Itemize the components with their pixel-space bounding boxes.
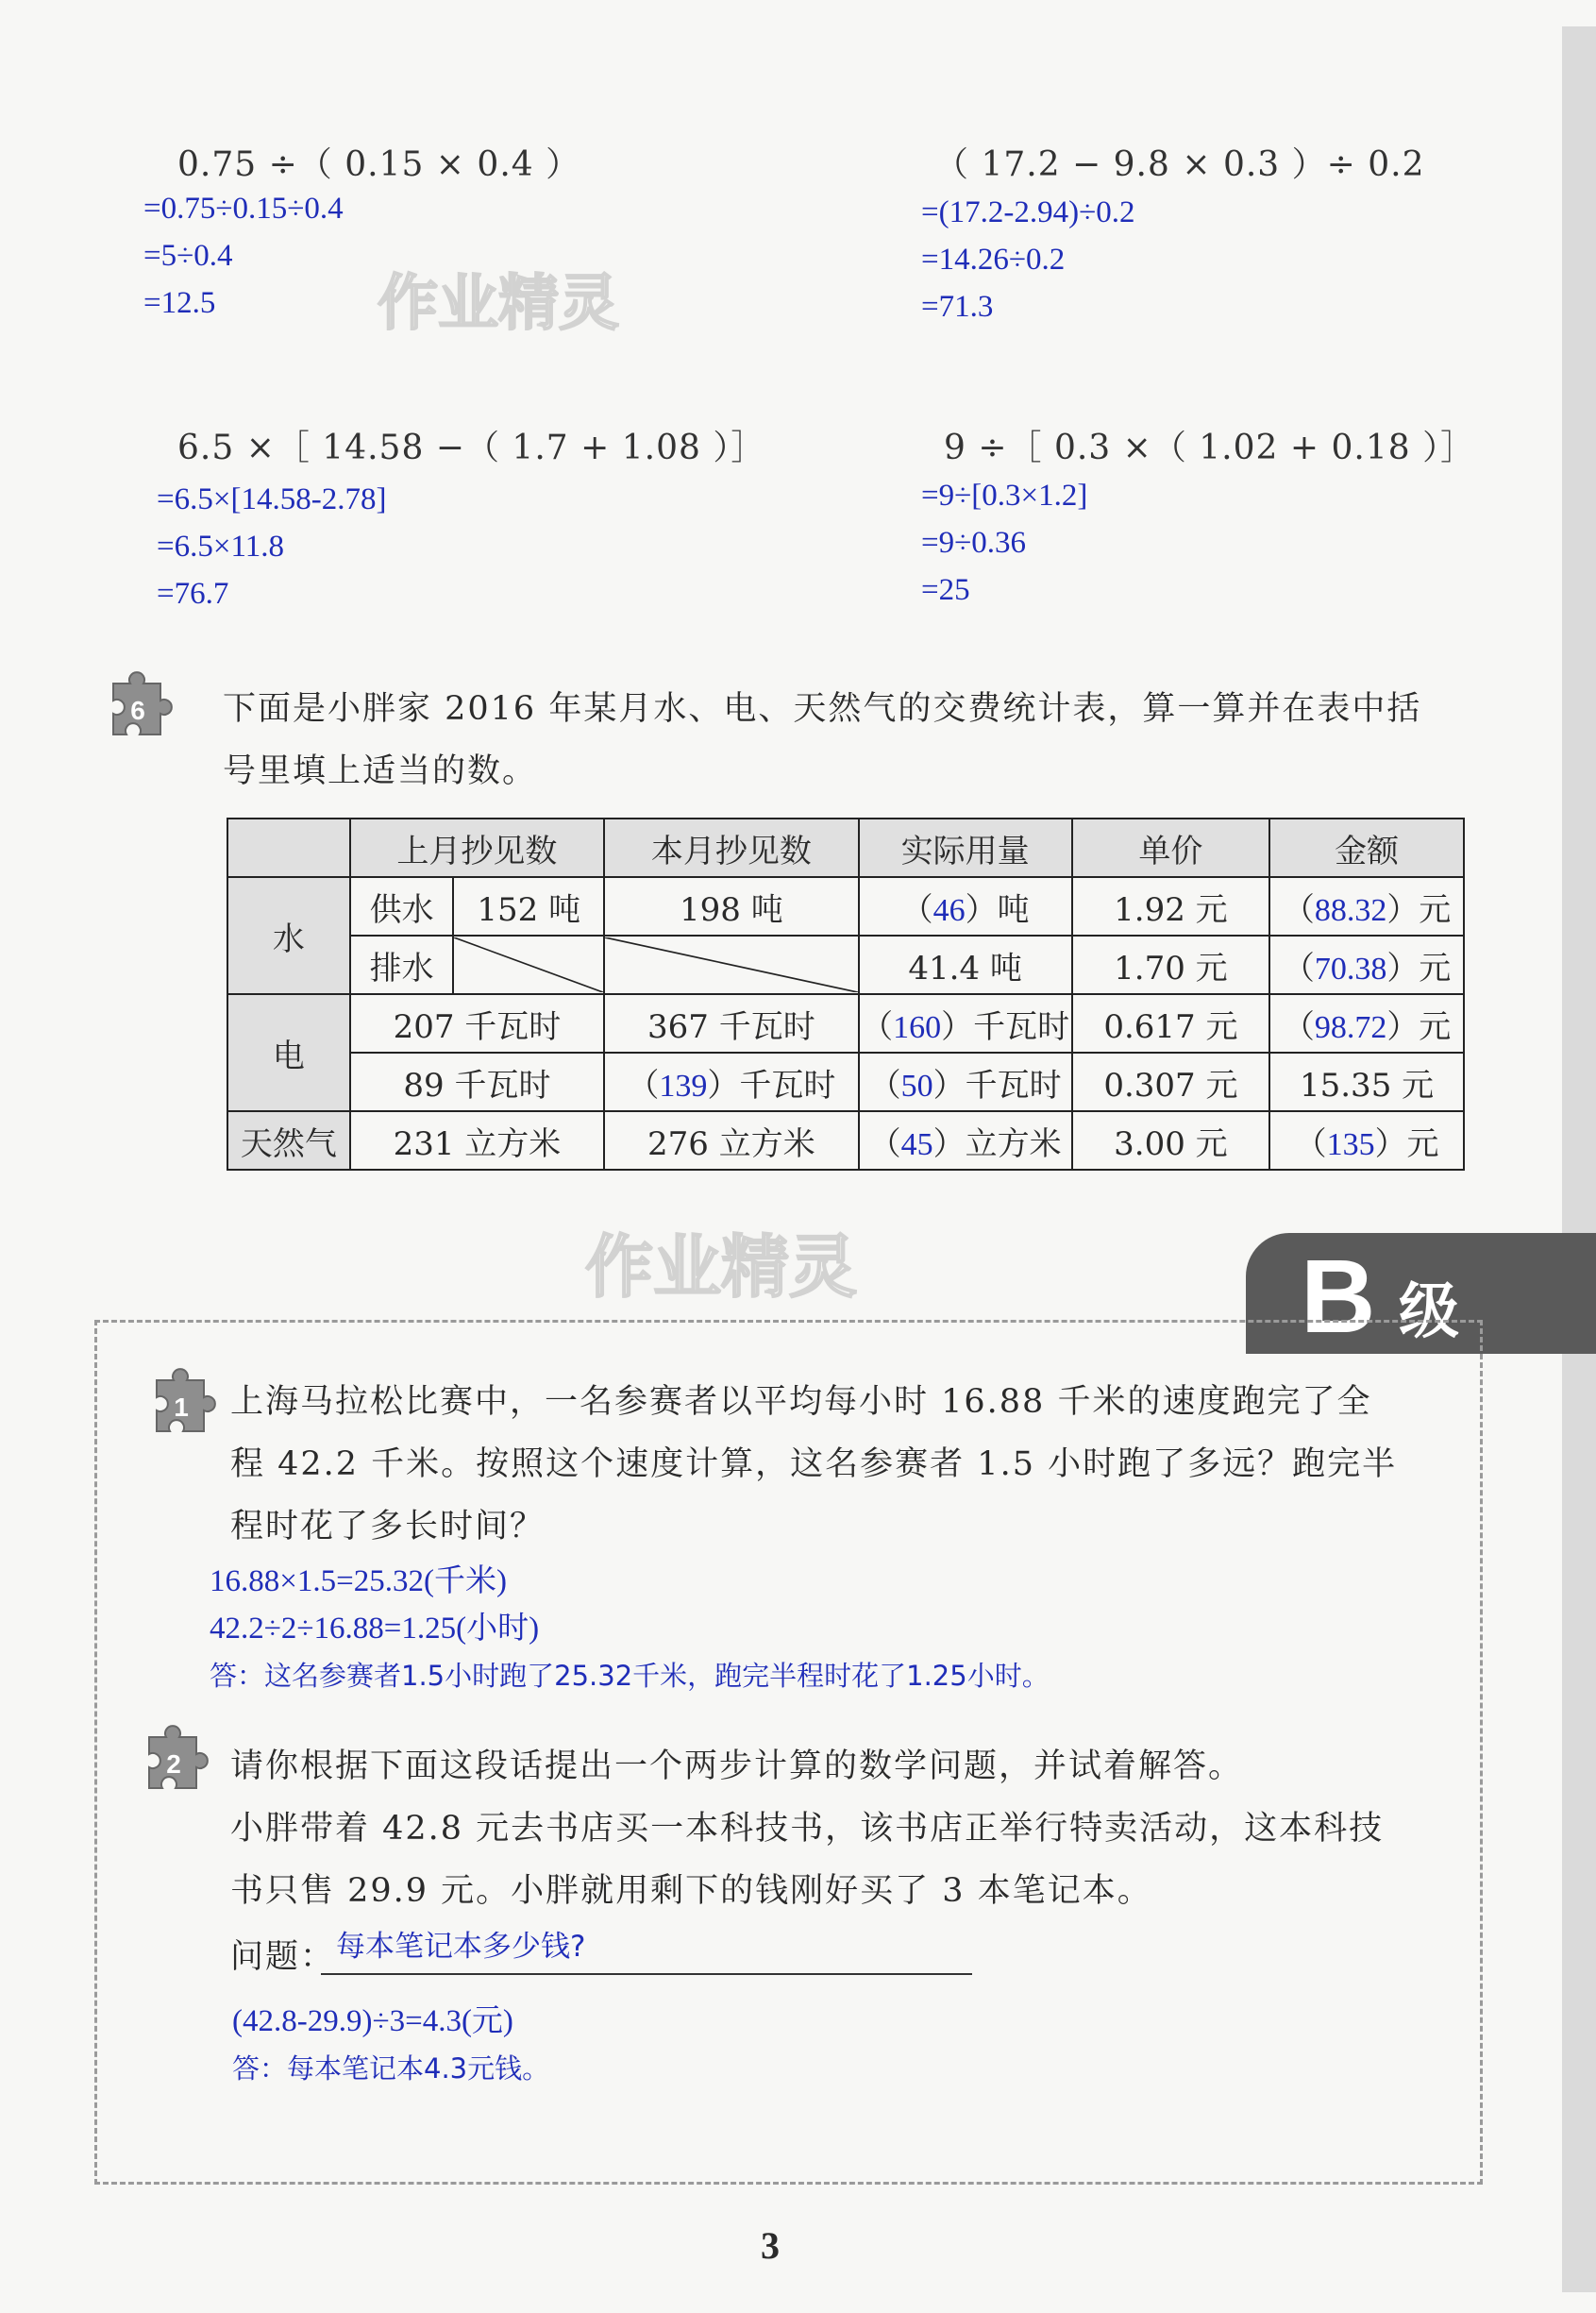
- table-row: [227, 1053, 1464, 1111]
- calc-4-expression: 9 ÷［ 0.3 ×（ 1.02 + 0.18 ）］: [944, 429, 1476, 467]
- cell-elec2-price: 0.307 元: [1072, 1053, 1269, 1111]
- answer: 88.32: [1314, 892, 1387, 928]
- table-header-row: [227, 819, 1464, 877]
- calc-2-step: =71.3: [921, 290, 994, 324]
- calc-3-steps: [157, 476, 386, 617]
- calc-3-step: =76.7: [157, 577, 229, 611]
- watermark: 作业精灵: [378, 269, 619, 339]
- calc-1-step: =0.75÷0.15÷0.4: [143, 192, 344, 226]
- q6-text-line: 号里填上适当的数。: [223, 752, 538, 790]
- header-unit-price: 单价: [1072, 819, 1269, 877]
- cell-supply-usage: （46）吨: [859, 877, 1072, 936]
- cell-gas-last: 231 立方米: [350, 1111, 604, 1170]
- table-row: [227, 1111, 1464, 1170]
- q6-text: [223, 678, 1487, 802]
- header-this-reading: 本月抄见数: [604, 819, 859, 877]
- puzzle-piece-icon: [94, 667, 179, 751]
- b1-line: 程时花了多长时间？: [230, 1508, 546, 1545]
- b2-question-answer: 每本笔记本多少钱?: [336, 1930, 586, 1964]
- answer: 98.72: [1314, 1009, 1387, 1045]
- b2-line: 请你根据下面这段话提出一个两步计算的数学问题，并试着解答。: [230, 1747, 1244, 1785]
- b1-answer-line: 16.88×1.5=25.32(千米): [210, 1564, 507, 1598]
- b1-answer-line: 答：这名参赛者1.5小时跑了25.32千米，跑完半程时花了1.25小时。: [210, 1660, 1050, 1692]
- sub-label-drain: 排水: [350, 936, 454, 994]
- header-amount: 金额: [1269, 819, 1464, 877]
- cell-drain-price: 1.70 元: [1072, 936, 1269, 994]
- watermark: 作业精灵: [585, 1227, 858, 1307]
- cell-drain-last-empty: [453, 936, 604, 994]
- b2-question: [230, 1735, 1457, 1922]
- calc-2-step: =14.26÷0.2: [921, 243, 1066, 277]
- calc-1-step: =5÷0.4: [143, 239, 233, 273]
- cell-elec1-usage: （160）千瓦时: [859, 994, 1072, 1053]
- b2-line: 小胖带着 42.8 元去书店买一本科技书，该书店正举行特卖活动，这本科技: [230, 1810, 1385, 1848]
- table-row: [227, 994, 1464, 1053]
- calc-1-expression: 0.75 ÷（ 0.15 × 0.4 ）: [177, 145, 581, 184]
- calc-3-step: =6.5×[14.58-2.78]: [157, 482, 387, 516]
- answer: 70.38: [1314, 951, 1387, 987]
- cell-elec2-last: 89 千瓦时: [350, 1053, 604, 1111]
- b1-number: 1: [174, 1393, 189, 1422]
- cell-elec2-this: （139）千瓦时: [604, 1053, 859, 1111]
- answer: 135: [1326, 1126, 1375, 1162]
- cell-gas-price: 3.00 元: [1072, 1111, 1269, 1170]
- cell-gas-amount: （135）元: [1269, 1111, 1464, 1170]
- cell-drain-this-empty: [604, 936, 859, 994]
- cell-supply-price: 1.92 元: [1072, 877, 1269, 936]
- b1-answer-line: 42.2÷2÷16.88=1.25(小时): [210, 1612, 540, 1646]
- cell-elec1-last: 207 千瓦时: [350, 994, 604, 1053]
- cell-elec2-amount: 15.35 元: [1269, 1053, 1464, 1111]
- b1-question: [230, 1371, 1457, 1558]
- cell-drain-usage: 41.4 吨: [859, 936, 1072, 994]
- puzzle-piece-icon: [130, 1720, 215, 1805]
- calc-2-steps: [921, 189, 1134, 330]
- b2-answer-line: 答：每本笔记本4.3元钱。: [232, 2052, 550, 2085]
- header-corner: [227, 819, 350, 877]
- cell-elec1-amount: （98.72）元: [1269, 994, 1464, 1053]
- table-row: [227, 936, 1464, 994]
- row-label-electricity: 电: [227, 994, 350, 1111]
- calc-1-step: =12.5: [143, 286, 216, 320]
- cell-gas-usage: （45）立方米: [859, 1111, 1072, 1170]
- b2-number: 2: [166, 1749, 181, 1779]
- b1-line: 程 42.2 千米。按照这个速度计算，这名参赛者 1.5 小时跑了多远？跑完半: [230, 1445, 1398, 1483]
- cell-supply-last: 152 吨: [453, 877, 604, 936]
- puzzle-piece-icon: [138, 1363, 223, 1448]
- cell-drain-amount: （70.38）元: [1269, 936, 1464, 994]
- answer: 50: [900, 1068, 933, 1104]
- table-row: [227, 877, 1464, 936]
- b1-line: 上海马拉松比赛中，一名参赛者以平均每小时 16.88 千米的速度跑完了全: [230, 1383, 1372, 1421]
- cell-supply-amount: （88.32）元: [1269, 877, 1464, 936]
- calc-4-step: =9÷0.36: [921, 526, 1026, 560]
- calc-1-steps: [143, 185, 344, 327]
- sub-label-supply: 供水: [350, 877, 454, 936]
- calc-4-step: =9÷[0.3×1.2]: [921, 479, 1088, 513]
- answer: 46: [932, 892, 966, 928]
- q6-number: 6: [130, 696, 145, 725]
- calc-3-step: =6.5×11.8: [157, 530, 284, 564]
- cell-gas-this: 276 立方米: [604, 1111, 859, 1170]
- level-suffix: 级: [1399, 1277, 1459, 1347]
- b2-answer-line: (42.8-29.9)÷3=4.3(元): [232, 2004, 513, 2038]
- row-label-gas: 天然气: [227, 1111, 350, 1170]
- answer-underline: [321, 1973, 972, 1975]
- fee-table: [227, 818, 1465, 1171]
- answer: 45: [900, 1126, 933, 1162]
- cell-supply-this: 198 吨: [604, 877, 859, 936]
- header-last-reading: 上月抄见数: [350, 819, 604, 877]
- calc-2-expression: （ 17.2 − 9.8 × 0.3 ）÷ 0.2: [934, 145, 1425, 184]
- header-usage: 实际用量: [859, 819, 1072, 877]
- b2-line: 书只售 29.9 元。小胖就用剩下的钱刚好买了 3 本笔记本。: [230, 1872, 1152, 1910]
- calc-2-step: =(17.2-2.94)÷0.2: [921, 195, 1135, 229]
- level-letter: B: [1301, 1239, 1376, 1355]
- answer: 139: [659, 1068, 708, 1104]
- b2-answer: [232, 1998, 549, 2092]
- row-label-water: 水: [227, 877, 350, 994]
- calc-4-steps: [921, 472, 1087, 614]
- calc-3-expression: 6.5 ×［ 14.58 −（ 1.7 + 1.08 ）］: [177, 429, 766, 467]
- page-edge-strip: [1562, 26, 1596, 2292]
- calc-4-step: =25: [921, 573, 970, 607]
- cell-elec1-price: 0.617 元: [1072, 994, 1269, 1053]
- q6-text-line: 下面是小胖家 2016 年某月水、电、天然气的交费统计表，算一算并在表中括: [223, 690, 1422, 728]
- b1-answer: [210, 1558, 1050, 1699]
- b2-question-label: 问题：: [230, 1938, 336, 1976]
- cell-elec1-this: 367 千瓦时: [604, 994, 859, 1053]
- answer: 160: [893, 1009, 942, 1045]
- cell-elec2-usage: （50）千瓦时: [859, 1053, 1072, 1111]
- page-number: 3: [761, 2224, 780, 2267]
